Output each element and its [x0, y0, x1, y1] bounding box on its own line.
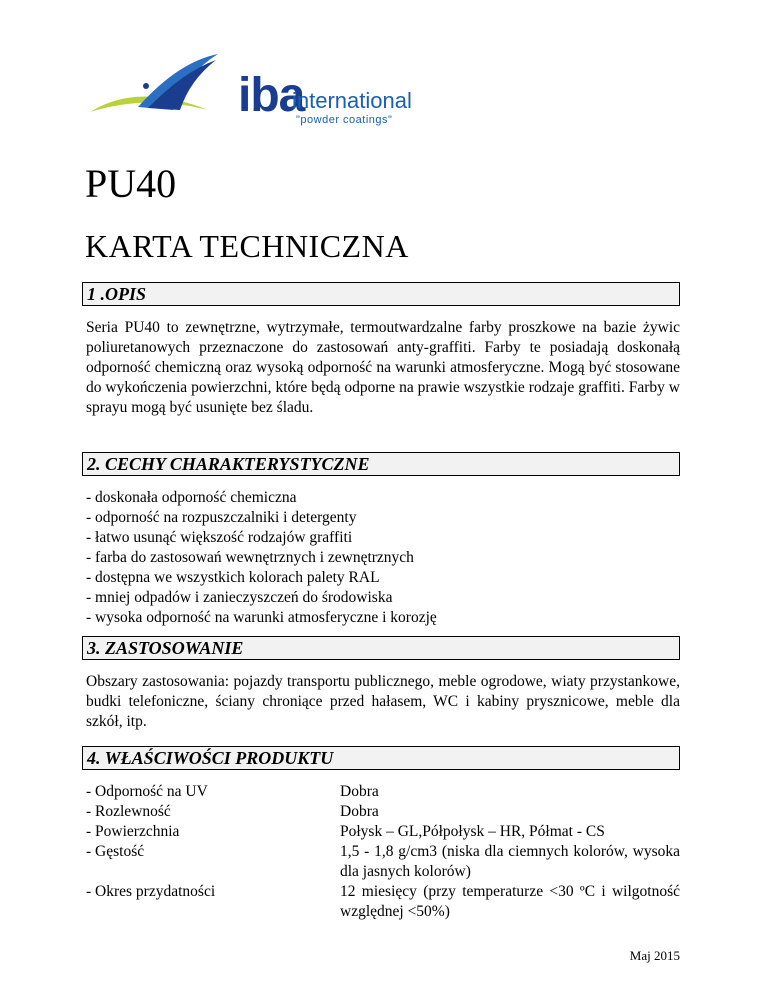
list-item: - łatwo usunąć większość rodzajów graffiti — [86, 529, 353, 546]
logo-tagline: "powder coatings" — [296, 114, 393, 126]
section-text-opis: Seria PU40 to zewnętrzne, wytrzymałe, termoutwardzalne farby proszkowe na bazie żywic poliuretanowych przeznaczone do zastosowań anty-graffiti. Farby te posiadają doskonałą odporność chemiczną oraz wysoką odporność na warunki atmosferyczne. Mogą być stosowane do wykończenia powierzchni, które będą odporne na prawie wszystkie rodzaje graffiti. Farby w sprayu mogą być usunięte bez śladu. — [86, 319, 680, 416]
list-item: - mniej odpadów i zanieczyszczeń do środowiska — [86, 589, 393, 606]
property-value: 12 miesięcy (przy temperaturze <30 ºC i wilgotność względnej <50%) — [340, 883, 680, 920]
list-item: - odporność na rozpuszczalniki i detergenty — [86, 509, 357, 526]
section-heading-cechy: 2. CECHY CHARAKTERYSTYCZNE — [82, 452, 680, 476]
product-title: PU40 — [85, 161, 177, 206]
property-label: - Gęstość — [86, 843, 145, 860]
property-row — [86, 882, 680, 922]
properties-table — [86, 782, 680, 922]
property-label: - Odporność na UV — [86, 783, 208, 800]
property-row — [86, 822, 680, 842]
footer-date: Maj 2015 — [629, 948, 680, 963]
features-list — [86, 488, 680, 628]
property-row — [86, 842, 680, 882]
property-value: Dobra — [340, 783, 379, 800]
list-item: - wysoka odporność na warunki atmosferyczne i korozję — [86, 609, 437, 626]
property-label: - Okres przydatności — [86, 883, 216, 900]
logo-brand: iba — [238, 69, 305, 122]
logo-suffix: international — [292, 88, 412, 113]
company-logo — [88, 52, 468, 132]
property-value: Połysk – GL,Półpołysk – HR, Półmat - CS — [340, 823, 605, 840]
section-heading-opis: 1 .OPIS — [82, 282, 680, 306]
property-row — [86, 802, 680, 822]
list-item: - farba do zastosowań wewnętrznych i zewnętrznych — [86, 549, 414, 566]
property-row — [86, 782, 680, 802]
property-value: 1,5 - 1,8 g/cm3 (niska dla ciemnych kolorów, wysoka dla jasnych kolorów) — [340, 843, 680, 880]
property-value: Dobra — [340, 803, 379, 820]
list-item: - doskonała odporność chemiczna — [86, 489, 297, 506]
logo-swoosh-icon — [88, 52, 238, 132]
list-item: - dostępna we wszystkich kolorach palety RAL — [86, 569, 380, 586]
section-heading-zastosowanie: 3. ZASTOSOWANIE — [82, 636, 680, 660]
property-label: - Powierzchnia — [86, 823, 180, 840]
section-heading-wlasciwosci: 4. WŁAŚCIWOŚCI PRODUKTU — [82, 746, 680, 770]
property-label: - Rozlewność — [86, 803, 171, 820]
document-subtitle: KARTA TECHNICZNA — [85, 228, 409, 264]
section-text-zastosowanie: Obszary zastosowania: pojazdy transportu publicznego, meble ogrodowe, wiaty przystankowe, budki telefoniczne, ściany chroniące przed hałasem, WC i kabiny prysznicowe, meble dla szkół, itp. — [86, 673, 680, 730]
